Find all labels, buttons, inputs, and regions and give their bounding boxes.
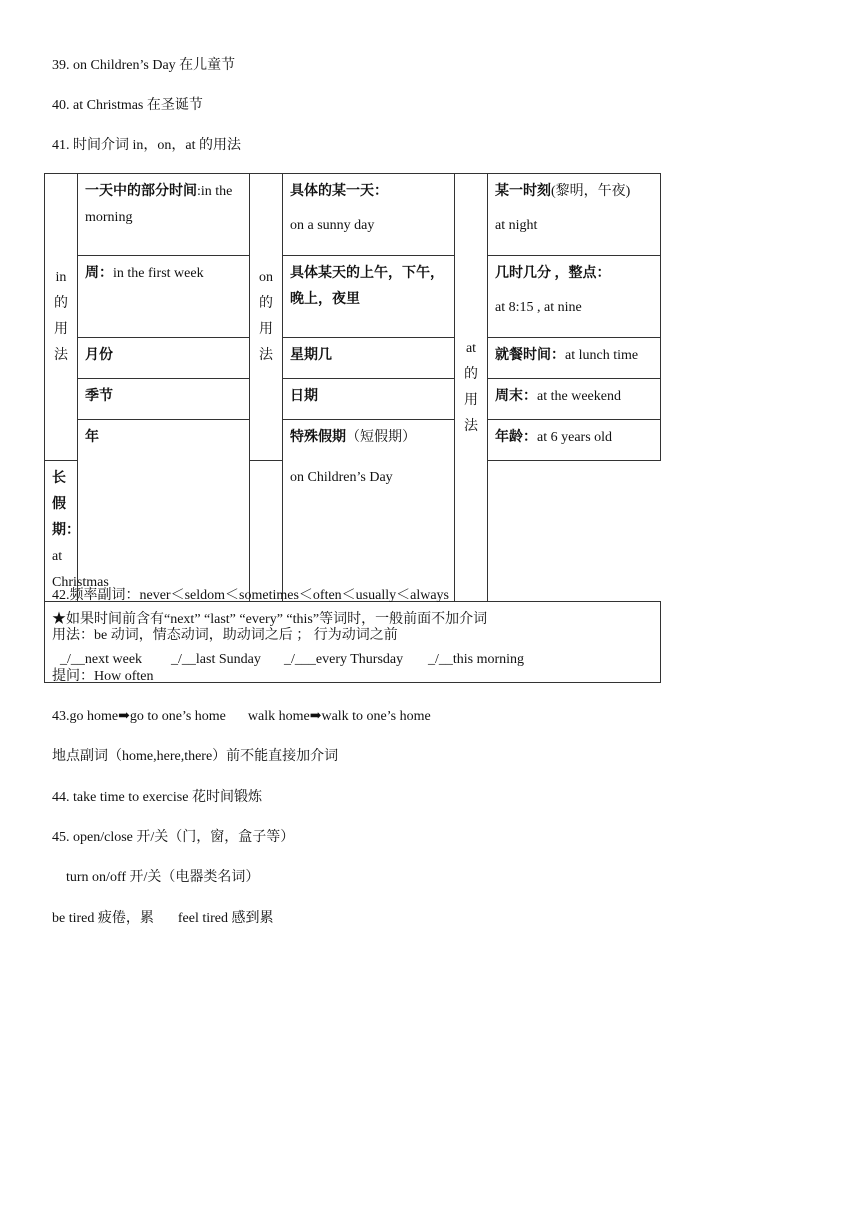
in-usage-label: in 的 用 法 [45, 174, 78, 461]
in-cell-season: 季节 [78, 379, 250, 420]
at-cell-moment: 某一时刻(黎明，午夜) at night [488, 174, 661, 256]
adverb-of-place-note: 地点副词（home,here,there）前不能直接加介词 [52, 749, 339, 764]
in-cell-part-of-day: 一天中的部分时间:in the morning [78, 174, 250, 256]
on-cell-specific-day: 具体的某一天： on a sunny day [283, 174, 455, 256]
item-39: 39. on Children’s Day 在儿童节 [52, 58, 236, 73]
question-note: 提问：How often [52, 669, 154, 684]
on-cell-special-holiday: 特殊假期（短假期） on Children’s Day [283, 420, 455, 602]
item-40: 40. at Christmas 在圣诞节 [52, 98, 203, 113]
on-cell-date: 日期 [283, 379, 455, 420]
item-41: 41. 时间介词 in，on，at 的用法 [52, 138, 241, 153]
at-usage-label: at 的 用 法 [455, 174, 488, 602]
example-next-week: _/__next week [60, 652, 143, 667]
item-45: 45. open/close 开/关（门，窗，盒子等） [52, 830, 295, 845]
on-cell-weekday: 星期几 [283, 338, 455, 379]
example-every-thursday: _/___every Thursday [284, 652, 404, 667]
preposition-table [44, 173, 661, 683]
tired-phrases: be tired 疲倦，累 feel tired 感到累 [52, 911, 274, 926]
at-cell-mealtime: 就餐时间：at lunch time [488, 338, 661, 379]
in-cell-year: 年 [78, 420, 250, 602]
item-42: 42.频率副词：never＜seldom＜sometimes＜often＜usually＜always [52, 588, 449, 603]
at-cell-clock-time: 几时几分 ，整点： at 8:15 , at nine [488, 256, 661, 338]
at-cell-age: 年龄：at 6 years old [488, 420, 661, 461]
at-cell-weekend: 周末：at the weekend [488, 379, 661, 420]
on-cell-part-of-specific-day: 具体某天的上午，下午，晚上，夜里 [283, 256, 455, 338]
in-cell-month: 月份 [78, 338, 250, 379]
on-usage-label: on 的 用 法 [250, 174, 283, 461]
in-cell-week: 周：in the first week [78, 256, 250, 338]
usage-note: 用法：be 动词，情态动词，助动词之后 ； 行为动词之前 [52, 628, 398, 643]
arrow-icon: ➡ [118, 709, 130, 724]
item-44: 44. take time to exercise 花时间锻炼 [52, 790, 262, 805]
item-43: 43.go home➡go to one’s home walk home➡walk to one’s home [52, 709, 431, 724]
example-last-sunday: _/__last Sunday [171, 652, 261, 667]
at-cell-long-holiday: 长假期：at Christmas [45, 461, 78, 602]
arrow-icon: ➡ [309, 709, 322, 724]
note-text: ★如果时间前含有“next” “last” “every” “this”等词时，一般前面不加介词 [52, 612, 488, 627]
turn-on-off: turn on/off 开/关（电器类名词） [66, 870, 260, 885]
example-this-morning: _/__this morning [428, 652, 525, 667]
